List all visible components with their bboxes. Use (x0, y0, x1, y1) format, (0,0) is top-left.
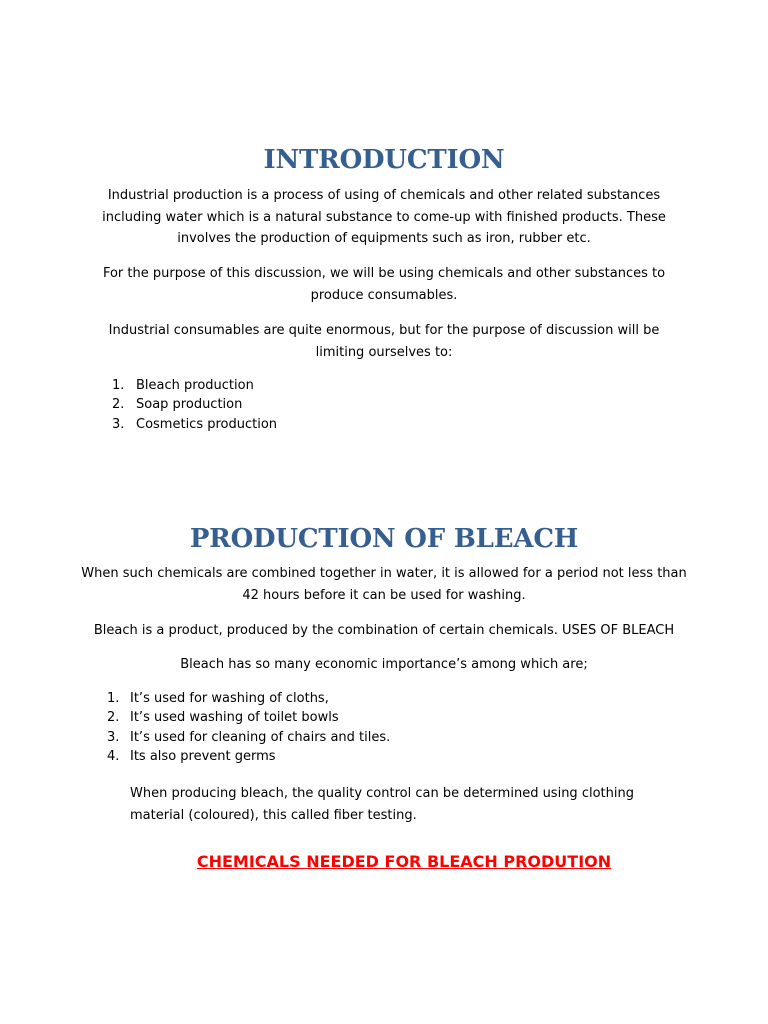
intro-paragraph-1: Industrial production is a process of using of chemicals and other related substances including water which is a natural substance to come-up with finished products. These involves the production of equipments such as iron, rubber etc. (102, 188, 666, 246)
introduction-heading: INTRODUCTION (263, 145, 505, 175)
list-item-text: Cosmetics production (136, 416, 278, 432)
list-item (107, 747, 390, 766)
list-item-text: It’s used for washing of cloths, (130, 691, 329, 706)
list-item-text: Soap production (136, 397, 243, 413)
list-number: 2. (107, 710, 120, 726)
list-number: 4. (107, 748, 120, 764)
list-item (112, 395, 277, 414)
production-of-bleach-heading: PRODUCTION OF BLEACH (189, 524, 579, 554)
quality-control-paragraph: When producing bleach, the quality control can be determined using clothing material (coloured), this called fiber testing. (130, 786, 634, 823)
list-number: 3. (107, 729, 120, 745)
list-number: 2. (112, 397, 125, 413)
list-item (112, 376, 277, 395)
list-number: 1. (112, 378, 125, 393)
intro-list (112, 376, 277, 434)
list-item-text: Its also prevent germs (130, 748, 276, 764)
bleach-uses-list (107, 689, 390, 766)
bleach-paragraph-3: Bleach has so many economic importance’s among which are; (180, 657, 588, 672)
list-item (107, 689, 390, 708)
list-item-text: It’s used washing of toilet bowls (130, 710, 339, 726)
bleach-paragraph-1: When such chemicals are combined together in water, it is allowed for a period not less than 42 hours before it can be used for washing. (81, 566, 687, 603)
list-item (112, 415, 277, 434)
intro-paragraph-3: Industrial consumables are quite enormous, but for the purpose of discussion will be limiting ourselves to: (108, 323, 660, 360)
list-item (107, 708, 390, 727)
chemicals-needed-heading: CHEMICALS NEEDED FOR BLEACH PRODUTION (196, 852, 612, 871)
list-number: 1. (107, 691, 120, 706)
intro-paragraph-2: For the purpose of this discussion, we will be using chemicals and other substances to produce consumables. (102, 266, 666, 303)
list-item (107, 728, 390, 747)
list-number: 3. (112, 416, 125, 432)
bleach-paragraph-2: Bleach is a product, produced by the combination of certain chemicals. USES OF BLEACH (93, 623, 675, 638)
list-item-text: Bleach production (136, 378, 254, 393)
list-item-text: It’s used for cleaning of chairs and tiles. (130, 729, 391, 745)
